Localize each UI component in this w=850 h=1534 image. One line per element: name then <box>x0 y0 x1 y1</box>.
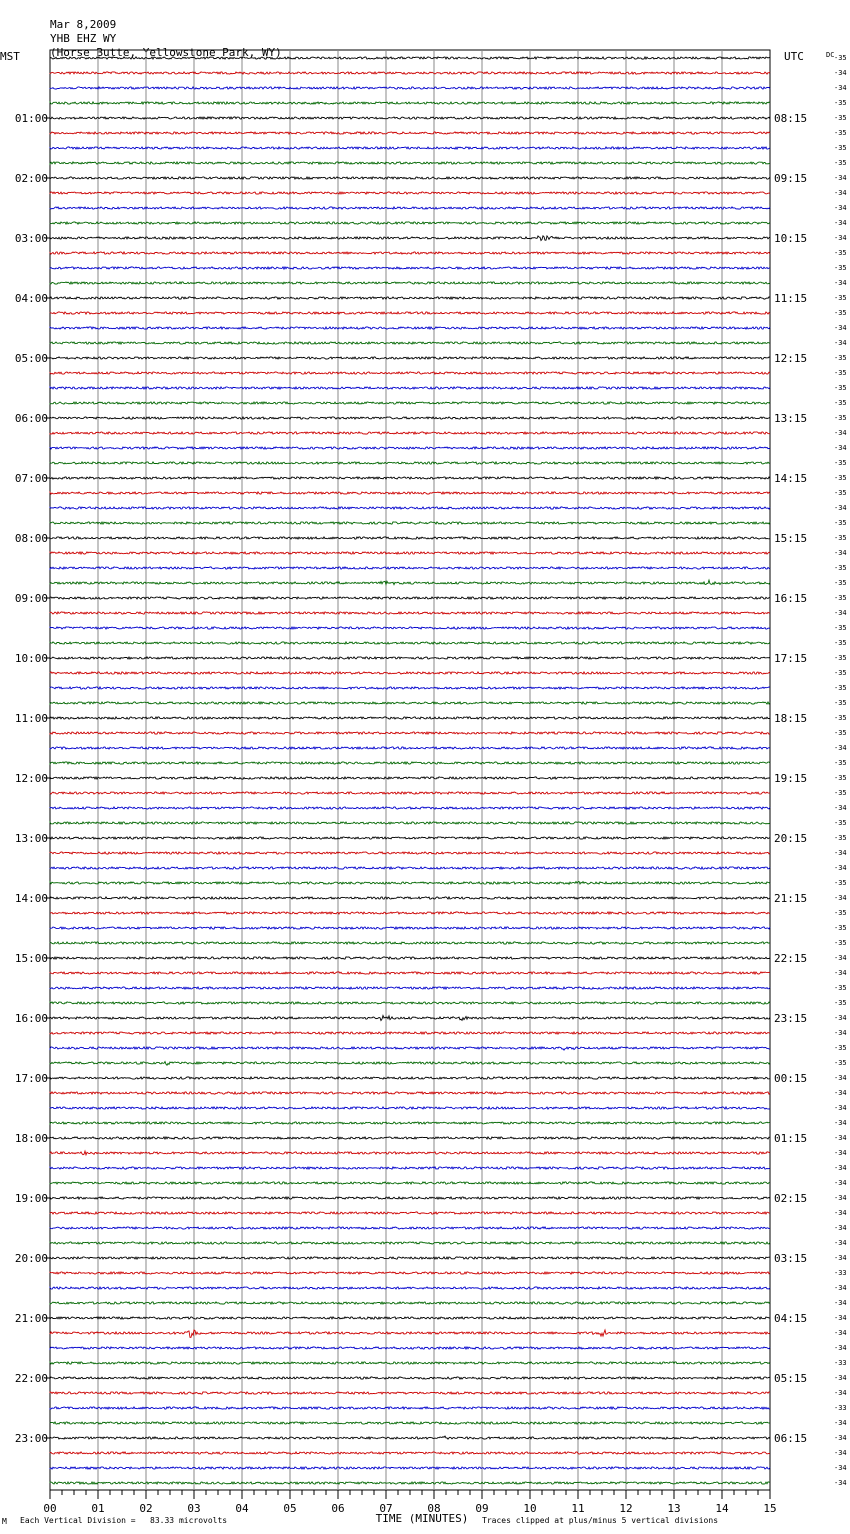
utc-hour-label: 01:15 <box>774 1132 808 1145</box>
dc-offset-label: -35 <box>834 114 847 122</box>
trace-row <box>50 1047 770 1050</box>
dc-offset-label: -34 <box>834 1479 847 1487</box>
trace-row <box>50 177 770 179</box>
trace-row <box>50 147 770 149</box>
dc-offset-label: -35 <box>834 129 847 137</box>
trace-row <box>50 1016 770 1021</box>
trace-row <box>50 1107 770 1109</box>
trace-row <box>50 222 770 224</box>
trace-row <box>50 477 770 479</box>
trace-row <box>50 372 770 374</box>
utc-hour-label: 09:15 <box>774 172 808 185</box>
dc-offset-label: -34 <box>834 1089 847 1097</box>
dc-offset-label: -34 <box>834 1149 847 1157</box>
trace-row <box>50 747 770 749</box>
trace-row <box>50 687 770 689</box>
trace-row <box>50 1242 770 1244</box>
trace-row <box>50 417 770 419</box>
dc-offset-label: -35 <box>834 984 847 992</box>
dc-offset-label: -35 <box>834 654 847 662</box>
dc-offset-label: -34 <box>834 1164 847 1172</box>
dc-offset-label: -34 <box>834 549 847 557</box>
trace-row <box>50 957 770 959</box>
x-tick-label: 09 <box>475 1502 489 1515</box>
dc-offset-label: -35 <box>834 684 847 692</box>
dc-offset-label: -35 <box>834 699 847 707</box>
mst-hour-label: 10:00 <box>14 652 48 665</box>
trace-row <box>50 57 770 59</box>
station-location: (Horse Butte, Yellowstone Park, WY) <box>50 46 282 59</box>
trace-row <box>50 297 770 299</box>
trace-row <box>50 912 770 914</box>
utc-hour-label: 13:15 <box>774 412 808 425</box>
trace-row <box>50 1167 770 1169</box>
x-tick-label: 14 <box>715 1502 729 1515</box>
trace-row <box>50 732 770 734</box>
plot-frame <box>50 50 770 1490</box>
dc-offset-label: -34 <box>834 1134 847 1142</box>
dc-offset-label: -35 <box>834 714 847 722</box>
trace-row <box>50 1151 770 1155</box>
dc-offset-label: -35 <box>834 369 847 377</box>
trace-row <box>50 852 770 854</box>
trace-row <box>50 72 770 74</box>
utc-hour-label: 10:15 <box>774 232 808 245</box>
x-tick-label: 07 <box>379 1502 393 1515</box>
trace-row <box>50 657 770 659</box>
dc-offset-label: -35 <box>834 939 847 947</box>
x-tick-label: 00 <box>43 1502 57 1515</box>
utc-hour-label: 03:15 <box>774 1252 808 1265</box>
dc-offset-label: -35 <box>834 489 847 497</box>
trace-row <box>50 132 770 134</box>
trace-row <box>50 1272 770 1274</box>
dc-offset-label: -34 <box>834 504 847 512</box>
trace-row <box>50 612 770 614</box>
dc-offset-label: -33 <box>834 1269 847 1277</box>
mst-hour-label: 04:00 <box>14 292 48 305</box>
trace-row <box>50 1482 770 1484</box>
dc-offset-label: -35 <box>834 729 847 737</box>
dc-offset-label: -34 <box>834 1179 847 1187</box>
dc-offset-label: -35 <box>834 309 847 317</box>
trace-row <box>50 987 770 989</box>
x-tick-label: 04 <box>235 1502 249 1515</box>
trace-row <box>50 462 770 464</box>
dc-offset-label: -34 <box>834 1209 847 1217</box>
trace-row <box>50 207 770 209</box>
utc-hour-label: 08:15 <box>774 112 808 125</box>
mst-axis-title: MST <box>0 50 20 63</box>
trace-row <box>50 327 770 329</box>
dc-offset-label: -34 <box>834 894 847 902</box>
mst-hour-label: 13:00 <box>14 832 48 845</box>
dc-offset-label: -34 <box>834 444 847 452</box>
dc-offset-label: -34 <box>834 1314 847 1322</box>
trace-row <box>50 881 770 884</box>
trace-row <box>50 192 770 194</box>
scale-note: Each Vertical Division = 83.33 microvolts <box>20 1516 228 1525</box>
x-tick-label: 06 <box>331 1502 345 1515</box>
trace-row <box>50 552 770 554</box>
trace-row <box>50 897 770 899</box>
mst-hour-label: 03:00 <box>14 232 48 245</box>
dc-offset-label: -33 <box>834 1359 847 1367</box>
trace-row <box>50 357 770 359</box>
dc-offset-label: -34 <box>834 69 847 77</box>
trace-row <box>50 1436 770 1439</box>
dc-offset-label: -34 <box>834 1014 847 1022</box>
dc-offset-label: -35 <box>834 294 847 302</box>
utc-hour-label: 21:15 <box>774 892 808 905</box>
mst-hour-label: 08:00 <box>14 532 48 545</box>
trace-row <box>50 1452 770 1454</box>
mst-hour-label: 16:00 <box>14 1012 48 1025</box>
x-axis-title: TIME (MINUTES) <box>375 1512 469 1525</box>
trace-row <box>50 972 770 974</box>
dc-offset-label: -35 <box>834 834 847 842</box>
trace-row <box>50 1002 770 1004</box>
trace-row <box>50 792 770 794</box>
trace-row <box>50 312 770 314</box>
dc-offset-label: -34 <box>834 1254 847 1262</box>
trace-row <box>50 87 770 89</box>
dc-offset-label: -35 <box>834 879 847 887</box>
trace-row <box>50 867 770 869</box>
dc-offset-label: -34 <box>834 1104 847 1112</box>
dc-offset-label: -33 <box>834 1404 847 1412</box>
trace-row <box>50 942 770 944</box>
dc-offset-label: -34 <box>834 1434 847 1442</box>
trace-row <box>50 1137 770 1139</box>
dc-offset-label: -34 <box>834 1299 847 1307</box>
utc-hour-label: 02:15 <box>774 1192 808 1205</box>
dc-offset-label: -35 <box>834 579 847 587</box>
utc-hour-label: 16:15 <box>774 592 808 605</box>
utc-hour-label: 19:15 <box>774 772 808 785</box>
utc-hour-label: 11:15 <box>774 292 808 305</box>
trace-row <box>50 102 770 104</box>
dc-offset-label: -35 <box>834 774 847 782</box>
dc-offset-label: -35 <box>834 999 847 1007</box>
trace-row <box>50 236 770 241</box>
x-tick-label: 08 <box>427 1502 441 1515</box>
mst-hour-label: 11:00 <box>14 712 48 725</box>
station-id: YHB EHZ WY <box>50 32 117 45</box>
trace-row <box>50 822 770 824</box>
corner-mark: M <box>2 1517 7 1526</box>
trace-row <box>50 762 770 764</box>
dc-offset-label: -34 <box>834 1374 847 1382</box>
trace-row <box>50 252 770 254</box>
mst-hour-label: 09:00 <box>14 592 48 605</box>
utc-hour-label: 04:15 <box>774 1312 808 1325</box>
dc-offset-label: -35 <box>834 99 847 107</box>
trace-row <box>50 522 770 524</box>
dc-offset-label: -35 <box>834 474 847 482</box>
trace-row <box>50 1317 770 1319</box>
dc-offset-label: -34 <box>834 744 847 752</box>
trace-row <box>50 702 770 704</box>
trace-row <box>50 1377 770 1379</box>
dc-offset-label: -35 <box>834 909 847 917</box>
dc-offset-label: -35 <box>834 144 847 152</box>
dc-offset-label: -35 <box>834 414 847 422</box>
dc-offset-label: -34 <box>834 1029 847 1037</box>
dc-offset-label: -35 <box>834 384 847 392</box>
mst-hour-label: 06:00 <box>14 412 48 425</box>
dc-offset-label: -35 <box>834 624 847 632</box>
mst-hour-label: 21:00 <box>14 1312 48 1325</box>
mst-hour-label: 05:00 <box>14 352 48 365</box>
dc-offset-label: -35 <box>834 354 847 362</box>
utc-hour-label: 17:15 <box>774 652 808 665</box>
mst-hour-label: 23:00 <box>14 1432 48 1445</box>
dc-offset-label: -34 <box>834 954 847 962</box>
trace-row <box>50 807 770 809</box>
trace-row <box>50 282 770 284</box>
dc-offset-label: -34 <box>834 189 847 197</box>
dc-offset-label: -35 <box>834 564 847 572</box>
dc-offset-label: -34 <box>834 864 847 872</box>
dc-offset-label: -34 <box>834 1119 847 1127</box>
trace-row <box>50 1330 770 1337</box>
x-tick-label: 12 <box>619 1502 633 1515</box>
trace-row <box>50 1407 770 1409</box>
mst-hour-label: 22:00 <box>14 1372 48 1385</box>
trace-row <box>50 927 770 929</box>
trace-row <box>50 1347 770 1349</box>
mst-hour-label: 07:00 <box>14 472 48 485</box>
trace-row <box>50 1257 770 1259</box>
trace-row <box>50 402 770 404</box>
mst-hour-label: 19:00 <box>14 1192 48 1205</box>
dc-offset-label: -34 <box>834 969 847 977</box>
dc-offset-label: -35 <box>834 519 847 527</box>
dc-offset-label: -34 <box>834 204 847 212</box>
dc-offset-label: -35 <box>834 924 847 932</box>
mst-hour-label: 02:00 <box>14 172 48 185</box>
mst-hour-label: 15:00 <box>14 952 48 965</box>
dc-offset-label: -35 <box>834 759 847 767</box>
utc-hour-label: 15:15 <box>774 532 808 545</box>
dc-offset-label: -35 <box>834 399 847 407</box>
dc-offset-label: -34 <box>834 1344 847 1352</box>
x-tick-label: 02 <box>139 1502 153 1515</box>
trace-row <box>50 597 770 599</box>
dc-offset-label: -35 <box>834 534 847 542</box>
trace-row <box>50 717 770 719</box>
trace-row <box>50 1032 770 1034</box>
dc-offset-label: -34 <box>834 849 847 857</box>
dc-offset-label: -34 <box>834 339 847 347</box>
dc-offset-label: -34 <box>834 1224 847 1232</box>
dc-offset-label: -34 <box>834 1389 847 1397</box>
trace-row <box>50 1422 770 1424</box>
trace-row <box>50 1077 770 1079</box>
trace-row <box>50 627 770 629</box>
trace-row <box>50 162 770 164</box>
mst-hour-label: 12:00 <box>14 772 48 785</box>
utc-hour-label: 20:15 <box>774 832 808 845</box>
dc-offset-label: -35 <box>834 249 847 257</box>
trace-row <box>50 432 770 434</box>
utc-hour-label: 18:15 <box>774 712 808 725</box>
dc-offset-label: -34 <box>834 804 847 812</box>
trace-row <box>50 492 770 494</box>
trace-row <box>50 1182 770 1184</box>
clip-note: Traces clipped at plus/minus 5 vertical divisions <box>482 1516 719 1525</box>
x-tick-label: 05 <box>283 1502 297 1515</box>
trace-row <box>50 1122 770 1124</box>
trace-row <box>50 642 770 644</box>
dc-offset-label: -34 <box>834 1074 847 1082</box>
trace-row <box>50 580 770 585</box>
x-tick-label: 11 <box>571 1502 585 1515</box>
trace-row <box>50 267 770 269</box>
trace-row <box>50 1302 770 1304</box>
utc-hour-label: 23:15 <box>774 1012 808 1025</box>
mst-hour-label: 14:00 <box>14 892 48 905</box>
trace-row <box>50 387 770 389</box>
dc-offset-label: -35 <box>834 639 847 647</box>
trace-row <box>50 567 770 569</box>
trace-row <box>50 1062 770 1066</box>
dc-label: DC <box>826 51 835 59</box>
trace-row <box>50 837 770 839</box>
dc-offset-label: -35 <box>834 264 847 272</box>
dc-offset-label: -34 <box>834 324 847 332</box>
trace-row <box>50 447 770 449</box>
mst-hour-label: 17:00 <box>14 1072 48 1085</box>
dc-offset-label: -34 <box>834 219 847 227</box>
dc-offset-label: -34 <box>834 429 847 437</box>
dc-offset-label: -34 <box>834 1449 847 1457</box>
dc-offset-label: -34 <box>834 84 847 92</box>
trace-row <box>50 1227 770 1229</box>
dc-offset-label: -34 <box>834 1419 847 1427</box>
trace-row <box>50 537 770 539</box>
trace-row <box>50 507 770 509</box>
dc-offset-label: -35 <box>834 669 847 677</box>
dc-offset-label: -34 <box>834 1194 847 1202</box>
mst-hour-label: 20:00 <box>14 1252 48 1265</box>
mst-hour-label: 01:00 <box>14 112 48 125</box>
utc-hour-label: 00:15 <box>774 1072 808 1085</box>
dc-offset-label: -34 <box>834 1239 847 1247</box>
utc-hour-label: 05:15 <box>774 1372 808 1385</box>
trace-row <box>50 117 770 119</box>
x-tick-label: 13 <box>667 1502 681 1515</box>
trace-row <box>50 342 770 344</box>
dc-offset-label: -34 <box>834 609 847 617</box>
dc-offset-label: -34 <box>834 279 847 287</box>
trace-row <box>50 1197 770 1199</box>
utc-hour-label: 14:15 <box>774 472 808 485</box>
dc-offset-label: -35 <box>834 789 847 797</box>
dc-offset-label: -34 <box>834 1329 847 1337</box>
utc-hour-label: 22:15 <box>774 952 808 965</box>
x-tick-label: 03 <box>187 1502 201 1515</box>
trace-row <box>50 1392 770 1394</box>
trace-row <box>50 1092 770 1094</box>
dc-offset-label: -35 <box>834 819 847 827</box>
utc-axis-title: UTC <box>784 50 804 63</box>
dc-offset-label: -34 <box>834 1464 847 1472</box>
x-tick-label: 10 <box>523 1502 537 1515</box>
dc-offset-label: -34 <box>834 174 847 182</box>
dc-offset-label: -34 <box>834 1284 847 1292</box>
dc-offset-label: -35 <box>834 459 847 467</box>
dc-offset-label: -35 <box>834 594 847 602</box>
dc-offset-label: -34 <box>834 234 847 242</box>
x-tick-label: 15 <box>763 1502 777 1515</box>
x-tick-label: 01 <box>91 1502 105 1515</box>
dc-offset-label: -35 <box>834 1059 847 1067</box>
utc-hour-label: 06:15 <box>774 1432 808 1445</box>
plot-date: Mar 8,2009 <box>50 18 117 31</box>
dc-offset-label: -35 <box>834 54 847 62</box>
mst-hour-label: 18:00 <box>14 1132 48 1145</box>
trace-row <box>50 1287 770 1289</box>
trace-row <box>50 672 770 674</box>
trace-row <box>50 777 770 779</box>
trace-row <box>50 1212 770 1214</box>
trace-row <box>50 1362 770 1364</box>
dc-offset-label: -35 <box>834 159 847 167</box>
utc-hour-label: 12:15 <box>774 352 808 365</box>
trace-row <box>50 1467 770 1469</box>
dc-offset-label: -35 <box>834 1044 847 1052</box>
